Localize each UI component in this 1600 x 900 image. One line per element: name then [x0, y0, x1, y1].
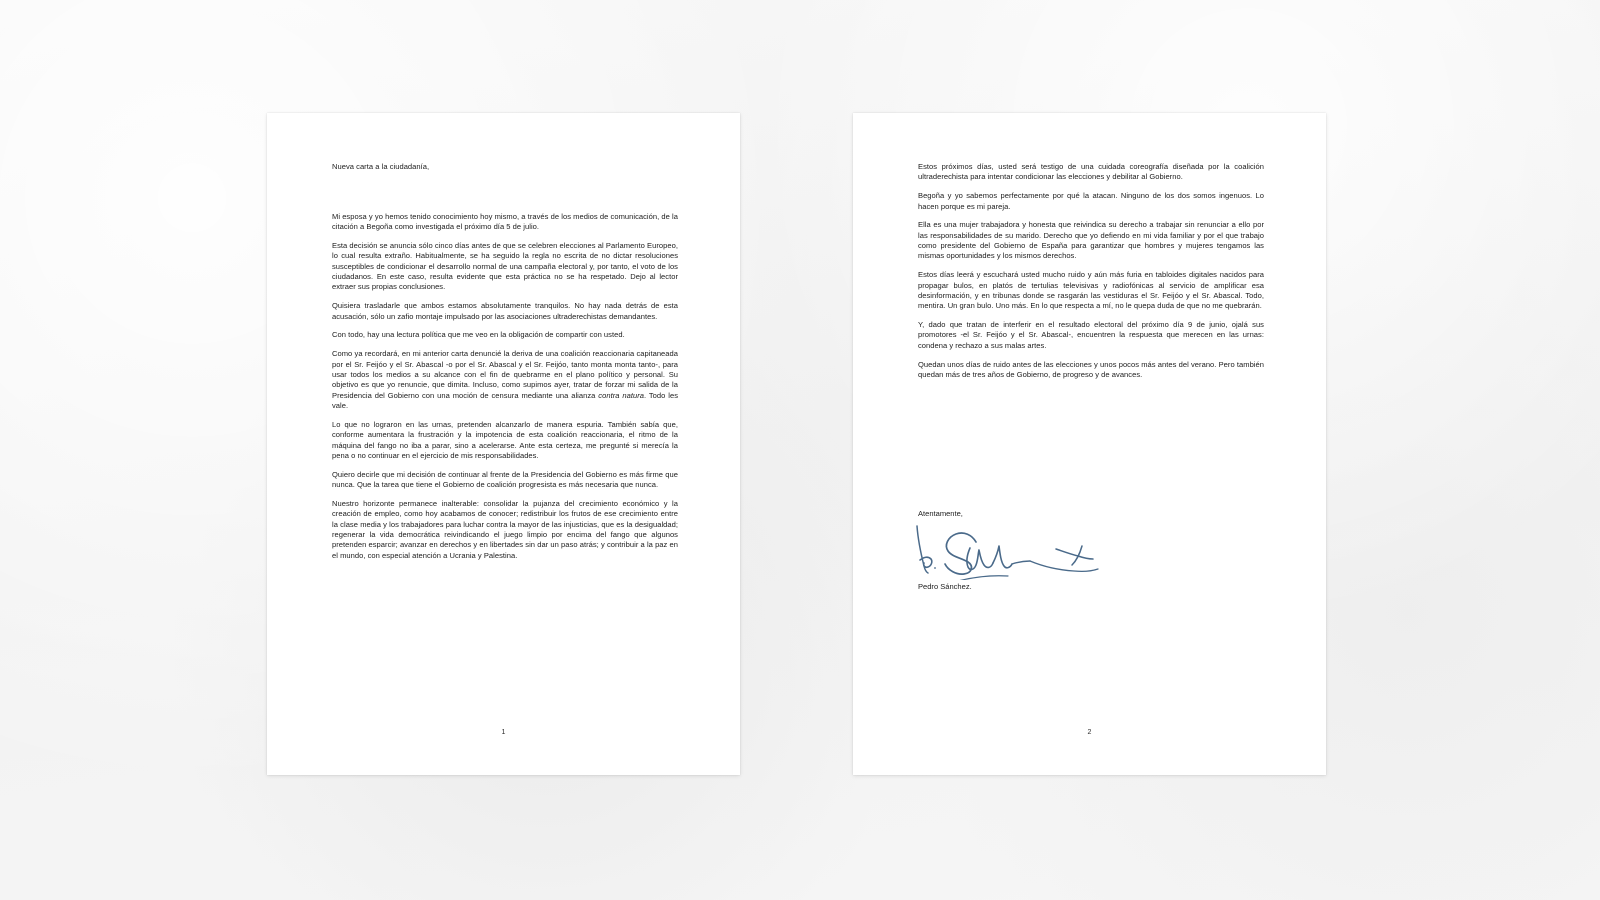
signatory-name: Pedro Sánchez.	[918, 582, 972, 591]
page-2-content	[918, 162, 1264, 380]
letter-paragraph-with-italic: Como ya recordará, en mi anterior carta denuncié la deriva de una coalición reaccionaria capitaneada por el Sr. Feijóo y el Sr. Abascal -o por el Sr. Abascal y el Sr. Feijóo, tanto monta monta tanto-, para usar todos los medios a su alcance con el fin de quebrarme en el plano político y personal. Su objetivo es que yo renuncie, que dimita. Incluso, como supimos ayer, tratar de forzar mi salida de la Presidencia del Gobierno con una moción de censura mediante una alianza contra natura. Todo les vale.	[332, 349, 679, 410]
document-page-2[interactable]	[853, 113, 1326, 775]
letter-paragraph: Mi esposa y yo hemos tenido conocimiento hoy mismo, a través de los medios de comunicación, de la citación a Begoña como investigada el próximo día 5 de julio.	[332, 211, 678, 232]
letter-paragraph: Lo que no lograron en las urnas, pretenden alcanzarlo de manera espuria. También sabía que, conforme aumentara la frustración y la impotencia de esta coalición reaccionaria, el ritmo de la máquina del fango no iba a parar, sino a acelerarse. Ante esta certeza, me pregunté si merecía la pena o no continuar en el ejercicio de mis responsabilidades.	[332, 419, 678, 460]
letter-paragraph: Quisiera trasladarle que ambos estamos absolutamente tranquilos. No hay nada detrás de esta acusación, sólo un zafio montaje impulsado por las asociaciones ultraderechistas demandantes.	[332, 301, 678, 321]
letter-body-page-1	[332, 162, 678, 561]
letter-paragraph: Quedan unos días de ruido antes de las elecciones y unos pocos más antes del verano. Pero también quedan más de tres años de Gobierno, de progreso y de avances.	[918, 359, 1264, 379]
salutation-spacer	[332, 181, 678, 212]
letter-paragraph: Nuestro horizonte permanece inalterable: consolidar la pujanza del crecimiento económico y la creación de empleo, como hoy acabamos de conocer; redistribuir los frutos de ese crecimiento entre la clase media y los trabajadores para luchar contra la mayor de las injusticias, que es la desigualdad; regenerar la vida democrática reivindicando el juego limpio por encima del fango que algunos pretenden esparcir; avanzar en derechos y en libertades sin dar un paso atrás; y contribuir a la paz en el mundo, con especial atención a Ucrania y Palestina.	[332, 498, 678, 560]
signature-closing: Atentamente,	[918, 509, 963, 518]
page-number: 2	[1087, 729, 1092, 736]
letter-paragraph: Quiero decirle que mi decisión de continuar al frente de la Presidencia del Gobierno es más firme que nunca. Que la tarea que tiene el Gobierno de coalición progresista es más necesaria que nunca.	[332, 469, 678, 490]
letter-paragraph: Estos días leerá y escuchará usted mucho ruido y aún más furia en tabloides digitales nacidos para propagar bulos, en platós de tertulias televisivas y radiofónicas al servicio de amplificar esa desinformación, y en tribunas donde se rasgarán las vestiduras el Sr. Feijóo y el Sr. Abascal. Todo, mentira. Un gran bulo. Uno más. En lo que respecta a mí, no le quepa duda de que no me quebrarán.	[918, 270, 1264, 311]
letter-paragraph: Y, dado que tratan de interferir en el resultado electoral del próximo día 9 de junio, ojalá sus promotores -el Sr. Feijóo y el Sr. Abascal-, encuentren la respuesta que merecen en las urnas: condena y rechazo a sus malas artes.	[918, 320, 1264, 350]
document-page-1[interactable]	[267, 113, 740, 775]
letter-paragraph: Con todo, hay una lectura política que me veo en la obligación de compartir con usted.	[332, 330, 625, 340]
handwritten-signature-icon	[912, 524, 1112, 580]
page-number: 1	[501, 729, 506, 736]
letter-body-page-2	[918, 162, 1264, 380]
letter-paragraph: Esta decisión se anuncia sólo cinco días antes de que se celebren elecciones al Parlamento Europeo, lo cual resulta extraño. Habitualmente, se ha seguido la regla no escrita de no dictar resoluciones susceptibles de condicionar el desarrollo normal de una campaña electoral y, por tanto, el voto de los ciudadanos. En este caso, resulta evidente que esta práctica no se ha respetado. Dejo al lector extraer sus propias conclusiones.	[332, 241, 678, 292]
page-1-content	[332, 162, 678, 561]
italic-phrase: contra natura	[598, 390, 644, 400]
letter-paragraph: Estos próximos días, usted será testigo de una cuidada coreografía diseñada por la coalición ultraderechista para intentar condicionar las elecciones y debilitar al Gobierno.	[918, 162, 1264, 182]
letter-paragraph: Ella es una mujer trabajadora y honesta que reivindica su derecho a trabajar sin renunciar a ello por las responsabilidades de su marido. Derecho que yo defiendo en mi vida familiar y por el que trabajo como presidente del Gobierno de España para garantizar que hombres y mujeres tengamos las mismas oportunidades y los mismos derechos.	[918, 220, 1264, 261]
letter-salutation: Nueva carta a la ciudadanía,	[332, 162, 430, 171]
letter-paragraph: Begoña y yo sabemos perfectamente por qué la atacan. Ninguno de los dos somos ingenuos. Lo hacen porque es mi pareja.	[918, 191, 1264, 211]
signature-block	[918, 509, 1178, 591]
